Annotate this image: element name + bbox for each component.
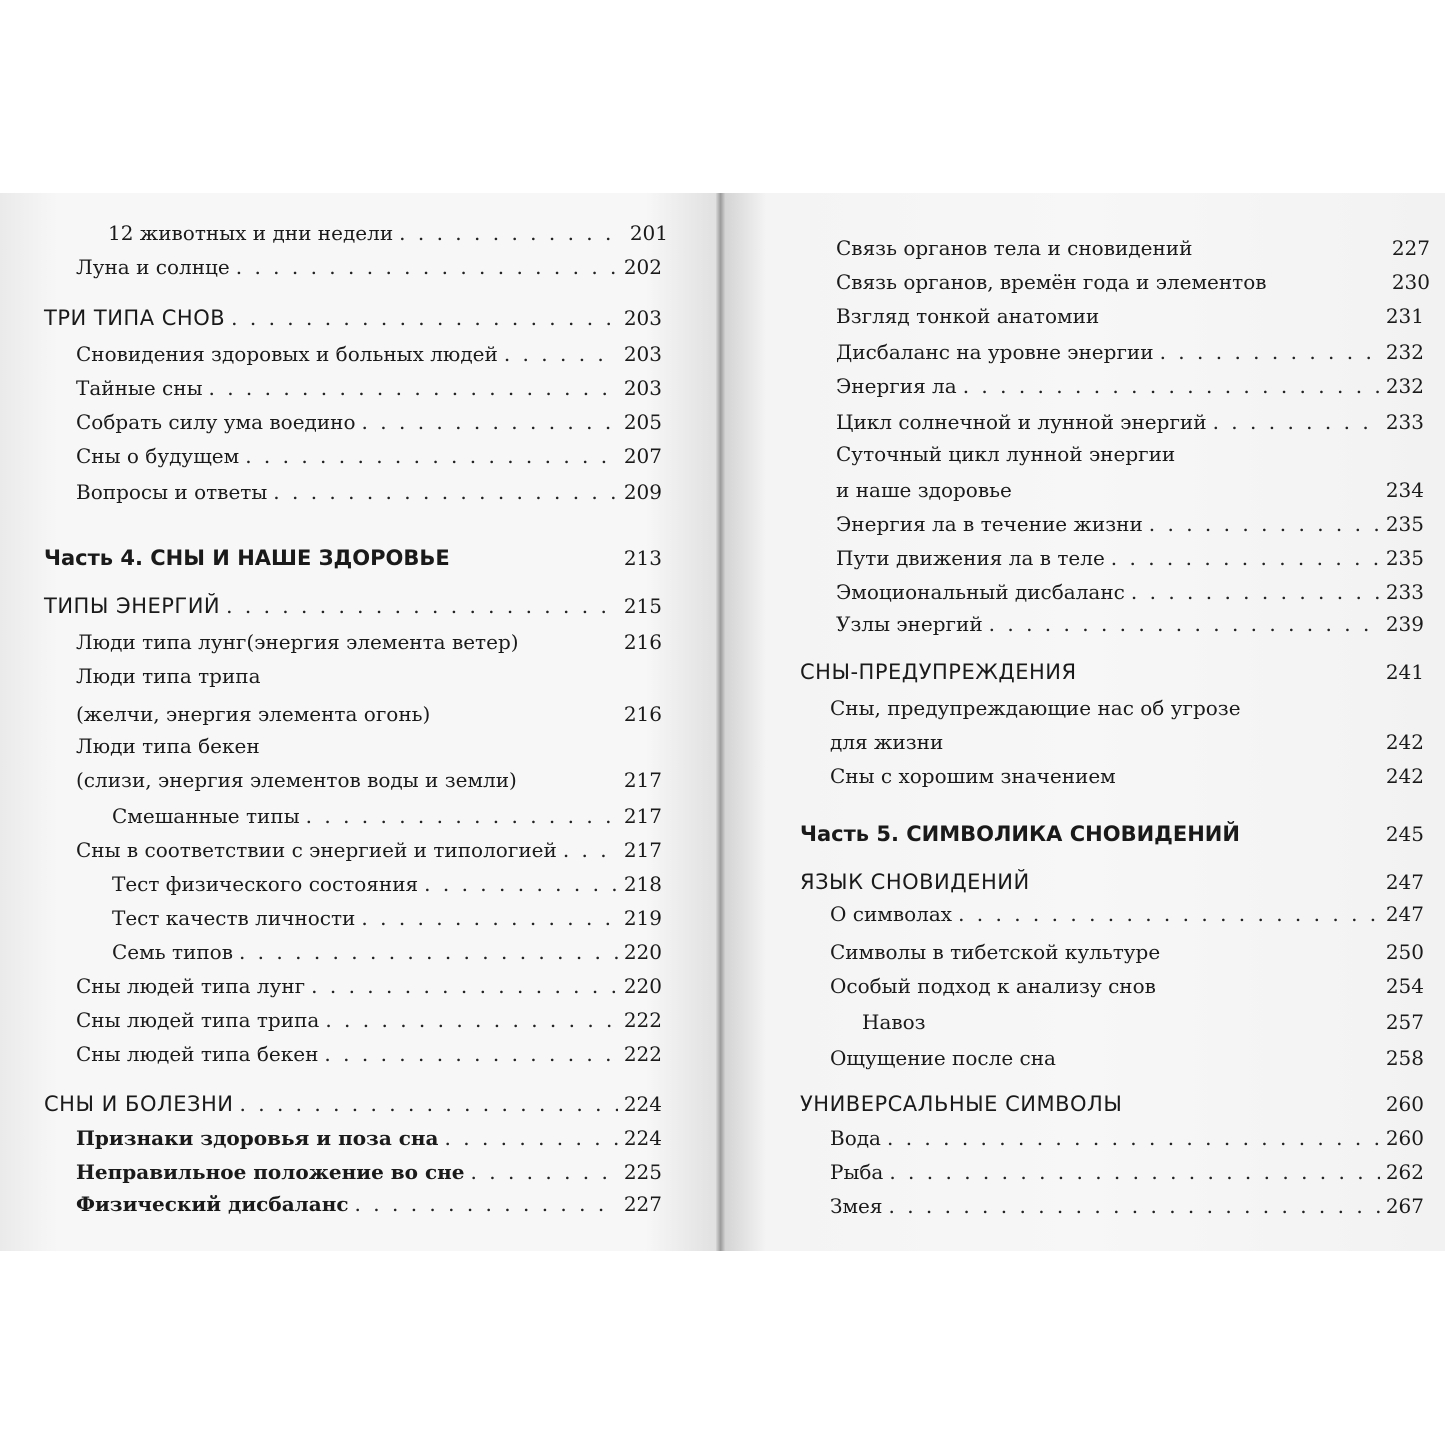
toc-entry: Вопросы и ответы . . . 209 [76, 478, 662, 506]
toc-entry: Навоз 257 [862, 1010, 1424, 1034]
toc-section: СНЫ-ПРЕДУПРЕЖДЕНИЯ 241 [800, 660, 1424, 684]
toc-entry: Связь органов, времён года и элементов 230 [836, 270, 1430, 294]
toc-entry: Змея . . . 267 [830, 1192, 1424, 1220]
toc-section: ТРИ ТИПА СНОВ . . . 203 [44, 304, 662, 332]
toc-entry: и наше здоровье 234 [836, 478, 1424, 502]
toc-entry: Цикл солнечной и лунной энергий . . . 233 [836, 408, 1424, 436]
toc-section: ТИПЫ ЭНЕРГИЙ . . . 215 [44, 592, 662, 620]
toc-section: СНЫ И БОЛЕЗНИ . . . 224 [44, 1090, 662, 1118]
toc-entry: Энергия ла . . . 232 [836, 372, 1424, 400]
toc-entry: 12 животных и дни недели . . . 201 [108, 219, 668, 247]
toc-entry: Люди типа лунг(энергия элемента ветер) 216 [76, 630, 662, 654]
toc-entry: Дисбаланс на уровне энергии . . . 232 [836, 338, 1424, 366]
toc-entry: Тест качеств личности . . . 219 [112, 904, 662, 932]
toc-entry: Эмоциональный дисбаланс . . . 233 [836, 578, 1424, 606]
toc-entry: Особый подход к анализу снов 254 [830, 974, 1424, 998]
toc-entry: Сны о будущем . . . 207 [76, 442, 662, 470]
toc-entry: Сны людей типа лунг . . . 220 [76, 972, 662, 1000]
toc-entry: Энергия ла в течение жизни . . . 235 [836, 510, 1424, 538]
toc-entry: Семь типов . . . 220 [112, 938, 662, 966]
toc-entry: (слизи, энергия элементов воды и земли) 217 [76, 768, 662, 792]
toc-entry: Сны людей типа трипа . . . 222 [76, 1006, 662, 1034]
toc-entry: Суточный цикл лунной энергии [836, 442, 1176, 466]
toc-entry: Сны, предупреждающие нас об угрозе [830, 696, 1241, 720]
toc-entry: (желчи, энергия элемента огонь) 216 [76, 702, 662, 726]
toc-section: УНИВЕРСАЛЬНЫЕ СИМВОЛЫ 260 [800, 1092, 1424, 1116]
toc-entry: Узлы энергий . . . 239 [836, 610, 1424, 638]
toc-entry: Взгляд тонкой анатомии 231 [836, 304, 1424, 328]
toc-entry: Луна и солнце . . . 202 [76, 253, 662, 281]
toc-entry: Люди типа трипа [76, 664, 261, 688]
toc-entry: Связь органов тела и сновидений 227 [836, 236, 1430, 260]
toc-section: ЯЗЫК СНОВИДЕНИЙ 247 [800, 870, 1424, 894]
toc-entry: Физический дисбаланс . . . 227 [76, 1190, 662, 1218]
toc-entry: Смешанные типы . . . 217 [112, 802, 662, 830]
toc-part: Часть 4. СНЫ И НАШЕ ЗДОРОВЬЕ 213 [44, 546, 662, 570]
toc-entry: Символы в тибетской культуре 250 [830, 940, 1424, 964]
toc-entry: Тайные сны . . . 203 [76, 374, 662, 402]
toc-entry: Неправильное положение во сне . . . 225 [76, 1158, 662, 1186]
toc-entry: Пути движения ла в теле . . . 235 [836, 544, 1424, 572]
toc-entry: Признаки здоровья и поза сна . . . 224 [76, 1124, 662, 1152]
toc-entry: О символах . . . 247 [830, 900, 1424, 928]
toc-entry: Сны в соответствии с энергией и типологией . . . 217 [76, 836, 662, 864]
toc-entry: Сны людей типа бекен . . . 222 [76, 1040, 662, 1068]
toc-entry: Люди типа бекен [76, 734, 260, 758]
toc-entry: Рыба . . . 262 [830, 1158, 1424, 1186]
toc-entry: Вода . . . 260 [830, 1124, 1424, 1152]
toc-entry: для жизни 242 [830, 730, 1424, 754]
toc-entry: Ощущение после сна 258 [830, 1046, 1424, 1070]
toc-entry: Сновидения здоровых и больных людей . . . 203 [76, 340, 662, 368]
toc-entry: Тест физического состояния . . . 218 [112, 870, 662, 898]
toc-entry: Собрать силу ума воедино . . . 205 [76, 408, 662, 436]
toc-part: Часть 5. СИМВОЛИКА СНОВИДЕНИЙ 245 [800, 822, 1424, 846]
toc-entry: Сны с хорошим значением 242 [830, 764, 1424, 788]
